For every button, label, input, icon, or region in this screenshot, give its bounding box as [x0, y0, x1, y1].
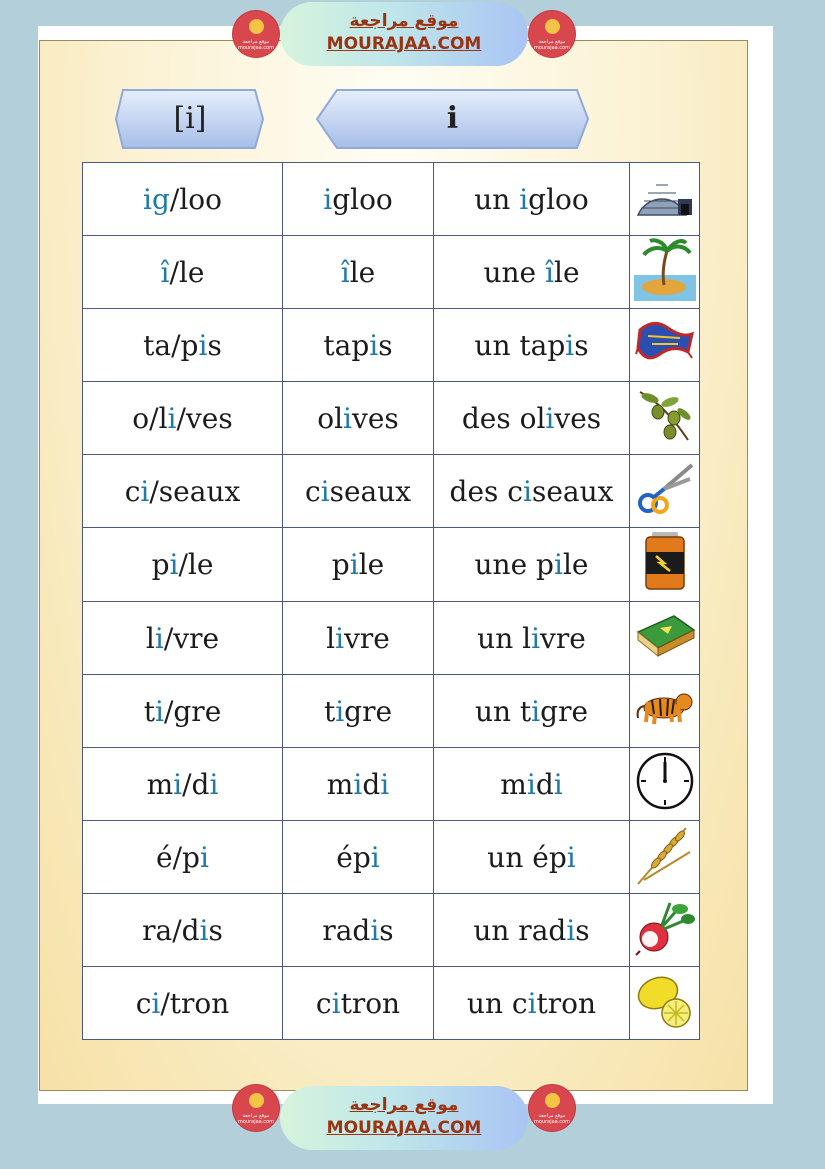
banner-site-link[interactable]: MOURAJAA.COM [326, 34, 482, 54]
phoneme-label: [i] [173, 101, 207, 136]
highlighted-letter: i [545, 401, 555, 435]
highlighted-letter: i [209, 767, 219, 801]
highlighted-letter: î [545, 255, 554, 289]
text-segment: d [362, 767, 381, 801]
text-segment: ol [317, 401, 344, 435]
syllable-cell [83, 821, 283, 894]
highlighted-letter: i [519, 182, 529, 216]
article-word-cell [434, 602, 630, 675]
text-segment: ves [554, 401, 602, 435]
syllable-cell [83, 309, 283, 382]
highlighted-letter: î [340, 255, 350, 289]
banner-site-link[interactable]: MOURAJAA.COM [326, 1118, 482, 1138]
text-segment: l [145, 621, 155, 655]
text-segment: gloo [332, 182, 393, 216]
article-word-cell [434, 455, 630, 528]
word-cell [283, 236, 434, 309]
text-segment: t [143, 694, 155, 728]
text-segment: /seaux [149, 474, 241, 508]
carpet-icon [630, 314, 699, 377]
syllable-cell [83, 455, 283, 528]
text-segment: / [169, 182, 180, 216]
highlighted-letter: i [199, 913, 209, 947]
picture-cell [630, 602, 700, 675]
text-segment: é/p [156, 840, 200, 874]
text-segment: d [535, 767, 554, 801]
table-row [83, 821, 700, 894]
text-segment: seaux [329, 474, 412, 508]
battery-icon [630, 528, 699, 601]
word-cell [283, 528, 434, 602]
text-segment: tron [340, 986, 401, 1020]
highlighted-letter: i [140, 474, 150, 508]
text-segment: s [207, 328, 222, 362]
text-segment: m [500, 767, 527, 801]
highlighted-letter: i [198, 328, 208, 362]
syllable-cell [83, 602, 283, 675]
table-row [83, 528, 700, 602]
picture-cell [630, 967, 700, 1040]
highlighted-letter: i [566, 913, 576, 947]
highlighted-letter: i [154, 621, 164, 655]
text-segment: un [474, 182, 520, 216]
text-segment: c [304, 474, 321, 508]
site-logo-right[interactable] [529, 1085, 575, 1131]
table-row [83, 455, 700, 528]
text-segment: m [146, 767, 174, 801]
text-segment: /tron [160, 986, 230, 1020]
text-segment: un ép [487, 840, 567, 874]
text-segment: /ves [176, 401, 233, 435]
text-segment: ép [336, 840, 371, 874]
text-segment: tron [536, 986, 597, 1020]
olive-branch-icon [630, 384, 699, 453]
letter-label: i [446, 101, 459, 136]
highlighted-letter: i [369, 328, 379, 362]
letter-tab [315, 88, 590, 150]
logo-badge-icon [545, 1093, 560, 1108]
logo-caption: موقع مراجعة mourajaa.com [237, 1113, 274, 1125]
wheat-ear-icon [630, 822, 699, 893]
highlighted-letter: i [167, 401, 177, 435]
text-segment: vre [540, 621, 586, 655]
text-segment: une [483, 255, 546, 289]
logo-badge-icon [545, 19, 560, 34]
highlighted-letter: i [380, 767, 390, 801]
highlighted-letter: i [323, 182, 333, 216]
text-segment: /d [182, 767, 210, 801]
text-segment: c [135, 986, 152, 1020]
highlighted-letter: i [353, 767, 363, 801]
text-segment: s [208, 913, 223, 947]
site-logo-left[interactable] [233, 1085, 279, 1131]
word-cell [283, 309, 434, 382]
text-segment: un tap [474, 328, 566, 362]
text-segment: /vre [163, 621, 220, 655]
scissors-icon [630, 459, 699, 524]
text-segment: /le [178, 548, 214, 581]
article-word-cell [434, 894, 630, 967]
article-word-cell [434, 163, 630, 236]
island-icon [630, 237, 699, 308]
text-segment: ra/d [142, 913, 200, 947]
article-word-cell [434, 382, 630, 455]
article-word-cell [434, 748, 630, 821]
text-segment: /le [169, 255, 205, 289]
picture-cell [630, 528, 700, 602]
tiger-icon [630, 686, 699, 737]
text-segment: seaux [531, 474, 614, 508]
article-word-cell [434, 309, 630, 382]
syllable-cell [83, 236, 283, 309]
text-segment: tap [323, 328, 370, 362]
picture-cell [630, 163, 700, 236]
word-cell [283, 894, 434, 967]
text-segment: c [124, 474, 141, 508]
syllable-cell [83, 894, 283, 967]
highlighted-letter: i [566, 840, 576, 874]
word-cell [283, 163, 434, 236]
table-row [83, 748, 700, 821]
syllable-cell [83, 675, 283, 748]
banner-arabic-text: موقع مراجعة [349, 11, 459, 31]
picture-cell [630, 382, 700, 455]
table-row [83, 967, 700, 1040]
highlighted-letter: i [154, 694, 164, 728]
highlighted-letter: i [173, 767, 183, 801]
word-table [82, 162, 700, 1040]
word-cell [283, 382, 434, 455]
table-row [83, 382, 700, 455]
highlighted-letter: i [199, 840, 209, 874]
highlighted-letter: i [335, 694, 345, 728]
picture-cell [630, 821, 700, 894]
highlighted-letter: i [370, 913, 380, 947]
text-segment: ta/p [143, 328, 199, 362]
site-banner-bottom[interactable] [280, 1086, 528, 1150]
text-segment: p [331, 548, 350, 581]
highlighted-letter: i [320, 474, 330, 508]
article-word-cell [434, 236, 630, 309]
text-segment: des c [449, 474, 523, 508]
text-segment: le [358, 548, 385, 581]
highlighted-letter: i [343, 401, 352, 435]
text-segment: t [323, 694, 336, 728]
text-segment: rad [322, 913, 371, 947]
highlighted-letter: i [151, 986, 161, 1020]
text-segment: des ol [461, 401, 546, 435]
text-segment: p [151, 548, 170, 581]
picture-cell [630, 894, 700, 967]
text-segment: un t [474, 694, 532, 728]
article-word-cell [434, 821, 630, 894]
text-segment: le [349, 255, 376, 289]
igloo-icon [630, 171, 699, 228]
text-segment: vre [344, 621, 390, 655]
word-cell [283, 967, 434, 1040]
logo-caption: موقع مراجعة mourajaa.com [237, 39, 274, 51]
highlighted-letter: i [565, 328, 575, 362]
text-segment: un c [466, 986, 528, 1020]
picture-cell [630, 748, 700, 821]
text-segment: s [575, 913, 590, 947]
text-segment: s [378, 328, 393, 362]
text-segment: gre [540, 694, 589, 728]
table-row [83, 163, 700, 236]
word-cell [283, 455, 434, 528]
text-segment: une p [474, 548, 554, 581]
syllable-cell [83, 528, 283, 602]
highlighted-letter: i [349, 548, 359, 581]
word-cell [283, 602, 434, 675]
text-segment: s [379, 913, 394, 947]
highlighted-letter: i [335, 621, 345, 655]
highlighted-letter: i [523, 474, 532, 508]
text-segment: un l [477, 621, 532, 655]
banner-arabic-text: موقع مراجعة [349, 1095, 459, 1115]
lemon-icon [630, 969, 699, 1038]
text-segment: ves [352, 401, 399, 435]
highlighted-letter: i [370, 840, 380, 874]
table-row [83, 894, 700, 967]
article-word-cell [434, 675, 630, 748]
highlighted-letter: i [331, 986, 341, 1020]
highlighted-letter: i [527, 986, 537, 1020]
text-segment: le [562, 548, 589, 581]
table-row [83, 309, 700, 382]
site-logo-left[interactable] [233, 11, 279, 57]
highlighted-letter: i [531, 621, 541, 655]
highlighted-letter: i [526, 767, 536, 801]
highlighted-letter: î [160, 255, 170, 289]
text-segment: gloo [528, 182, 589, 216]
table-row [83, 236, 700, 309]
text-segment: c [315, 986, 332, 1020]
highlighted-letter: i [169, 548, 179, 581]
radish-icon [630, 897, 699, 964]
text-segment: l [326, 621, 336, 655]
text-segment: o/l [132, 401, 168, 435]
text-segment: le [553, 255, 580, 289]
highlighted-letter: i [553, 548, 563, 581]
text-segment: gre [344, 694, 393, 728]
syllable-cell [83, 163, 283, 236]
logo-badge-icon [249, 1093, 264, 1108]
book-icon [630, 610, 699, 667]
highlighted-letter: i [531, 694, 541, 728]
highlighted-letter: ig [143, 182, 170, 216]
logo-badge-icon [249, 19, 264, 34]
logo-caption: موقع مراجعة mourajaa.com [533, 1113, 570, 1125]
site-logo-right[interactable] [529, 11, 575, 57]
syllable-cell [83, 748, 283, 821]
clock-icon [630, 750, 699, 819]
text-segment: loo [179, 182, 222, 216]
table-row [83, 675, 700, 748]
article-word-cell [434, 967, 630, 1040]
highlighted-letter: i [553, 767, 563, 801]
word-cell [283, 821, 434, 894]
article-word-cell [434, 528, 630, 602]
picture-cell [630, 675, 700, 748]
logo-caption: موقع مراجعة mourajaa.com [533, 39, 570, 51]
picture-cell [630, 309, 700, 382]
text-segment: m [326, 767, 354, 801]
word-cell [283, 748, 434, 821]
phoneme-tab [115, 88, 265, 150]
text-segment: /gre [163, 694, 222, 728]
syllable-cell [83, 967, 283, 1040]
picture-cell [630, 455, 700, 528]
syllable-cell [83, 382, 283, 455]
text-segment: s [574, 328, 589, 362]
picture-cell [630, 236, 700, 309]
word-cell [283, 675, 434, 748]
table-row [83, 602, 700, 675]
site-banner-top[interactable] [280, 2, 528, 66]
text-segment: un rad [473, 913, 567, 947]
